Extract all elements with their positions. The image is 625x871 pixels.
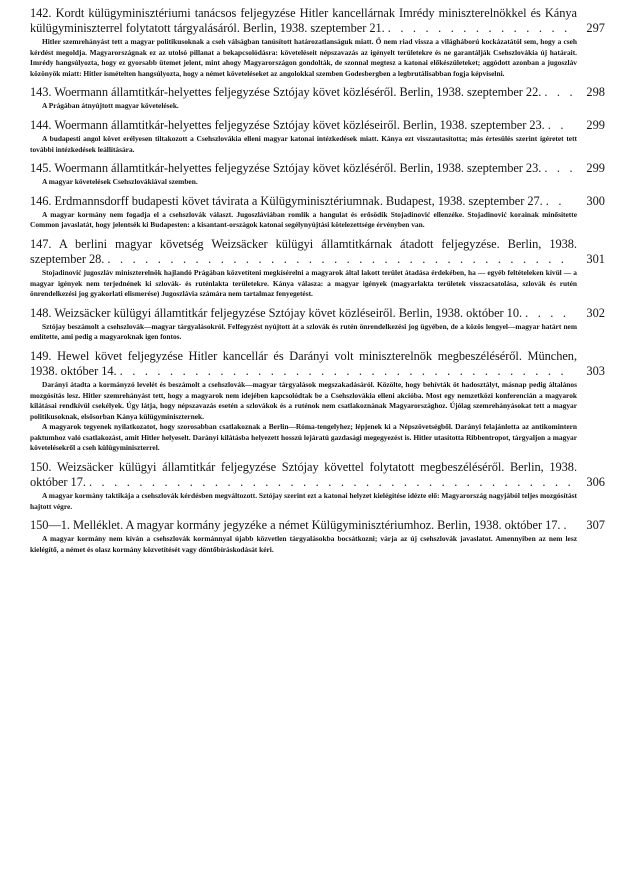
entry-heading <box>30 349 605 379</box>
entry-title: A berlini magyar követség Weizsäcker külügyi államtitkárnak átadott feljegyzése. Berlin, 1938. szeptember 28. <box>30 236 577 266</box>
leader-dots: . . . . . . . . . . . . . . . . . . . . . . . . . . . . . . . . . . . . <box>119 363 567 378</box>
entry-number: 150. <box>30 460 52 475</box>
entry-summary <box>30 101 605 112</box>
entry-number: 149. <box>30 348 52 363</box>
summary-paragraph: A Prágában átnyújtott magyar követelések. <box>42 101 179 111</box>
entry-number: 150—1. <box>30 518 70 533</box>
entry-title: Kordt külügyminisztériumi tanácsos feljegyzése Hitler kancellárnak Imrédy miniszterelnökkel és Kánya külügyminiszterrel folytatott tárgyalásáról. Berlin, 1938. szeptember 21. <box>30 6 577 35</box>
entry-summary <box>30 380 605 454</box>
leader-dots: . . <box>545 193 565 208</box>
toc-entry <box>30 118 605 155</box>
entry-heading <box>30 460 605 490</box>
toc-entry <box>30 306 605 343</box>
summary-paragraph: A magyar kormány taktikája a csehszlovák kérdésben megváltozott. Sztójay szerint ezt a katonai helyzet kielégítése idézte elő: Magyarország nagyjából teljes mozgósítást hajtott végre. <box>30 491 577 511</box>
summary-paragraph: A budapesti angol követ erélyesen tiltakozott a Csehszlovákia elleni magyar katonai intézkedések miatt. Kánya ezt visszautasította; más értesülés szerint ígéretet tett további intézkedések leállítására. <box>30 133 577 154</box>
entry-title: Woermann államtitkár-helyettes feljegyzése Sztójay követ közléséről. Berlin, 1938. szeptember 23. <box>54 161 542 176</box>
summary-paragraph: A magyar kormány nem kíván a csehszlovák kormánnyal újabb közvetlen tárgyalásokba bocsátkozni; várja az új csehszlovák javaslatot. Amennyiben az nem lesz kielégítő, a német és olasz kormány közvetítését vagy döntőbíráskodását kéri. <box>30 534 577 554</box>
toc-entry <box>30 349 605 454</box>
entry-heading <box>30 161 605 176</box>
entry-heading <box>30 518 605 533</box>
entry-title: Hewel követ feljegyzése Hitler kancellár és Darányi volt miniszterelnök megbeszéléséről. München, 1938. október 14. <box>30 348 577 378</box>
entry-page-number: 299 <box>586 117 605 132</box>
entry-summary <box>30 268 605 300</box>
entry-number: 144. <box>30 117 52 132</box>
leader-dots: . . . . . . . . . . . . . . . . . . . . . . . . . . . . . . . . . . . . . . . <box>88 475 574 490</box>
entry-title: Melléklet. A magyar kormány jegyzéke a német Külügyminisztériumhoz. Berlin, 1938. október 17. <box>73 518 561 533</box>
entry-page-number: 303 <box>586 363 605 378</box>
entry-summary <box>30 534 605 555</box>
entry-page-number: 302 <box>586 305 605 320</box>
entry-number: 146. <box>30 193 52 208</box>
entry-page-number: 301 <box>586 251 605 266</box>
leader-dots: . . . . . . . . . . . . . . . . . . . . . . . . . . . . . . . . . . . . . <box>107 251 568 266</box>
toc-entry <box>30 161 605 188</box>
entry-heading <box>30 237 605 267</box>
entry-number: 145. <box>30 161 52 176</box>
entry-page-number: 297 <box>586 21 605 35</box>
entry-title: Erdmannsdorff budapesti követ távirata a Külügyminisztériumnak. Budapest, 1938. szeptember 27. <box>54 193 543 208</box>
toc-entry <box>30 194 605 231</box>
summary-paragraph: Sztójay beszámolt a csehszlovák—magyar tárgyalásokról. Felfegyzést nyújtott át a szlovák és rutén önrendelkezési jog ügyében, de a közös lengyel—magyar határt nem említette, ami pedig a magyaroknak igen fontos. <box>30 321 577 342</box>
entry-summary <box>30 491 605 512</box>
entry-title: Woermann államtitkár-helyettes feljegyzése Sztójay követ közléséről. Berlin, 1938. szeptember 22. <box>54 85 542 100</box>
leader-dots: . . . <box>544 161 576 176</box>
entry-title: Weizsäcker külügyi államtitkár feljegyzése Sztójay követ közléseiről. Berlin, 1938. október 10. <box>54 305 523 320</box>
leader-dots: . . <box>547 117 567 132</box>
entry-summary <box>30 177 605 188</box>
entry-number: 147. <box>30 236 52 251</box>
entry-number: 143. <box>30 85 52 100</box>
entry-page-number: 300 <box>586 193 605 208</box>
summary-paragraph: Darányi átadta a kormányzó levelét és beszámolt a csehszlovák—magyar tárgyalások megszakadásáról. Közölte, hogy behívták öt hadosztályt, másnap pedig általános mozgósítás lesz. Hitler szemrehányást tett, hogy a magyarok nem idejében kapcsolódtak be a Csehszlovákia elleni akcióba. Most egy nemzetközi konferencián a magyarok kilátásai rendkívül csekélyek. Úgy látja, hogy népszavazás esetén a szlovákok és a ruténok nem csatlakoznának Magyarországhoz. Újólag szemrehányásokat tett a magyar politikusoknak, elsősorban Kánya külügyminiszternek. <box>30 379 577 421</box>
leader-dots: . . . . <box>525 305 570 320</box>
entry-summary <box>30 210 605 231</box>
entry-summary <box>30 134 605 155</box>
entry-heading <box>30 194 605 209</box>
entry-page-number: 299 <box>586 161 605 176</box>
summary-paragraph: A magyar kormány nem fogadja el a csehszlovák választ. Jugoszláviában romlik a hangulat és erősödik Stojadinović ellenzéke. Stojadinović korainak minősítette Common javaslatát, hogy jelentsék ki Budapesten: a kisantant-országok katonai segélynyújtási kötelezettsége érvényben van. <box>30 209 577 230</box>
summary-paragraph: Stojadinović jugoszláv miniszterelnök hajlandó Prágában közvetíteni megkísérelni a magyarok által lakott terület átadása érdekében, ha — egyéb feltételeken kívül — a magyar igények nem terjednének ki szlovák- és ruténlakta területekre. Kánya válasza: a magyar igények (magyarlakta területek visszacsatolása, szlovák és rutén önrendelkezési jog gyakorlati elismerése) Jugoszlávia számára nem tartalmaz fenyegetést. <box>30 267 577 299</box>
summary-paragraph: Hitler szemrehányást tett a magyar politikusoknak a cseh válságban tanúsított határozatlanságuk miatt. Ő nem riad vissza a világháború kockázatától sem, hogy a cseh kérdést megoldja. Magyarországnak ez az utolsó pillanat a bekapcsolódásra: követeléseit népszavazás az igényelt területekre és ne garantálják Csehszlovákia új határait. Imrédy hangsúlyozta, hogy ez gyorsabb ütemet jelent, mint ahogy Magyarországon gondolták, de szonnal megtesz a katonai előkészületeket; aggódott azonban a jugoszláv közönyök miatt: Hitler ismételten hangsúlyozta, hogy a német követeléseket az angolokkal szemben Godesbergben a legbrutálisabban fogja képviselni. <box>30 37 577 78</box>
entry-number: 142. <box>30 6 52 20</box>
entry-heading <box>30 118 605 133</box>
toc-entry <box>30 6 605 79</box>
toc-entry <box>30 518 605 555</box>
summary-paragraph: A magyarok tegyenek nyilatkozatot, hogy szorosabban csatlakoznak a Berlin—Róma-tengelyhez; lépjenek ki a Népszövetségből. Darányi felajánlotta az antikomintern paktumhoz való csatlakozást, amit Hitler helyeselt. Darányi kilátásba helyezett hosszú lejáratú gazdasági megegyezést is. Hitler utasította Ribbentropot, tárgyaljon a magyar követelésekről a cseh külügyminiszterrel. <box>30 422 577 453</box>
entry-title: Weizsäcker külügyi államtitkár feljegyzése Sztójay követtel folytatott megbeszéléséről. Berlin, 1938. október 17. <box>30 460 577 490</box>
summary-paragraph: A magyar követelések Csehszlovákiával szemben. <box>42 177 198 187</box>
entry-heading <box>30 85 605 100</box>
entry-summary <box>30 37 605 79</box>
entry-page-number: 307 <box>586 518 605 533</box>
toc-entry <box>30 85 605 112</box>
entry-heading <box>30 6 605 36</box>
entry-page-number: 306 <box>586 475 605 490</box>
entry-title: Woermann államtitkár-helyettes feljegyzése Sztójay követ közléseiről. Berlin, 1938. szeptember 23. <box>54 117 545 132</box>
table-of-contents <box>30 6 605 561</box>
toc-entry <box>30 460 605 512</box>
leader-dots: . <box>563 518 570 533</box>
entry-heading <box>30 306 605 321</box>
leader-dots: . . . <box>544 85 576 100</box>
entry-page-number: 298 <box>586 85 605 100</box>
toc-entry <box>30 237 605 300</box>
entry-summary <box>30 322 605 343</box>
leader-dots: . . . . . . . . . . . . . . . <box>387 21 571 35</box>
entry-number: 148. <box>30 305 52 320</box>
